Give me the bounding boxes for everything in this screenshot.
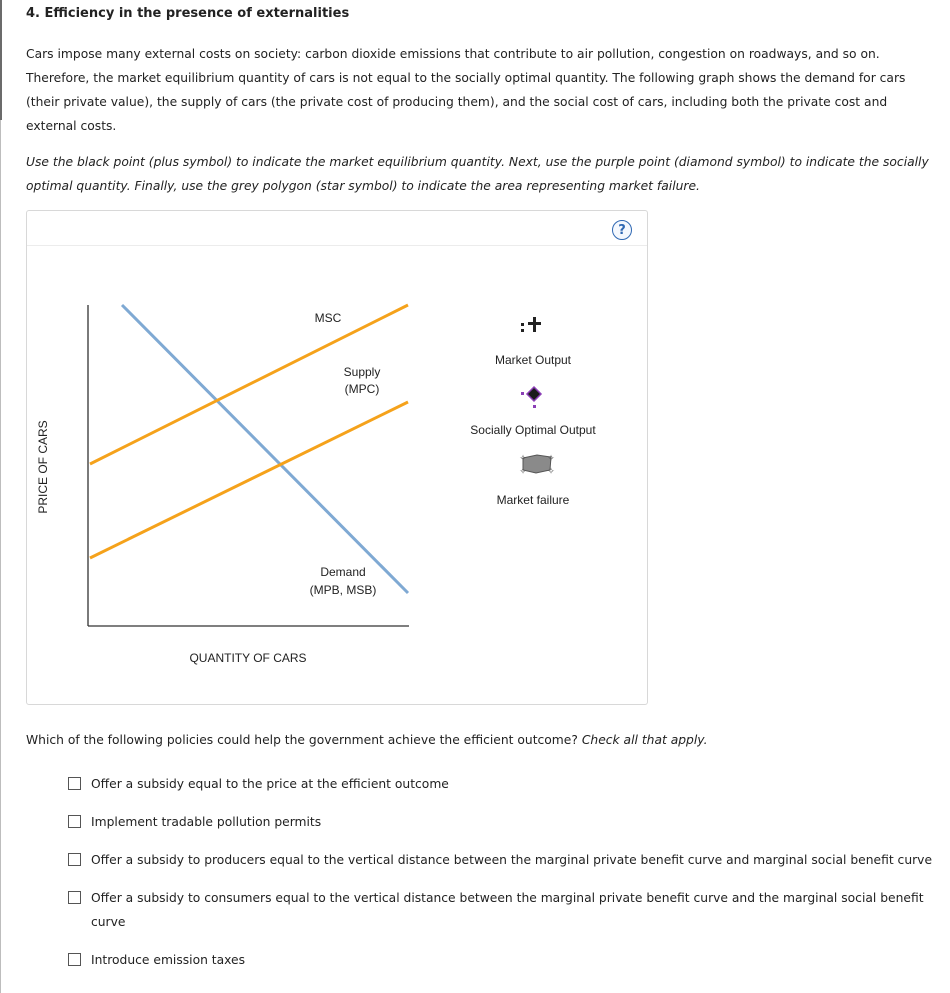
checkbox[interactable] [68, 891, 81, 904]
help-button[interactable]: ? [612, 220, 632, 240]
policy-option-label[interactable]: Offer a subsidy equal to the price at the efficient outcome [91, 777, 449, 791]
policy-prompt-emphasis: Check all that apply. [581, 733, 708, 747]
policy-option[interactable] [68, 886, 928, 934]
svg-text:✧: ✧ [519, 454, 527, 464]
question-intro: Cars impose many external costs on society: carbon dioxide emissions that contribute to air pollution, congestion on roadways, and so on. Therefore, the market equilibrium quantity of cars is not equal to the socially optimal quantity. The following graph shows the demand for cars (their private value), the supply of cars (the private cost of producing them), and the social cost of cars, including both the private cost and external costs. [26, 47, 906, 133]
demand-label-mpb: (MPB, MSB) [309, 583, 377, 597]
question-instructions: Use the black point (plus symbol) to indicate the market equilibrium quantity. Next, use the purple point (diamond symbol) to indicate the socially optimal quantity. Finally, use the grey polygon (star symbol) to indicate the area representing market failure. [26, 155, 929, 193]
checkbox[interactable] [68, 953, 81, 966]
supply-label: Supply [343, 365, 381, 379]
supply-curve [90, 402, 408, 558]
policy-option-label[interactable]: Introduce emission taxes [91, 953, 246, 967]
graph-canvas[interactable] [27, 211, 647, 704]
checkbox[interactable] [68, 853, 81, 866]
purple-diamond-icon[interactable] [521, 387, 541, 408]
policy-option-label[interactable]: Offer a subsidy to consumers equal to the vertical distance between the marginal private benefit curve and the marginal social benefit curve [91, 891, 924, 929]
policy-option[interactable] [68, 772, 928, 796]
msc-label: MSC [314, 311, 342, 325]
y-axis-label: PRICE OF CARS [36, 420, 50, 514]
graph-panel [26, 210, 648, 705]
policy-question-prompt [26, 733, 708, 747]
policy-option[interactable] [68, 848, 938, 872]
question-left-border [0, 0, 2, 120]
svg-text:✧: ✧ [519, 467, 527, 477]
demand-label: Demand [320, 565, 366, 579]
policy-option-label[interactable]: Offer a subsidy to producers equal to the vertical distance between the marginal private benefit curve and marginal social benefit curve [91, 853, 933, 867]
x-axis-label: QUANTITY OF CARS [189, 651, 307, 665]
policy-option-label[interactable]: Implement tradable pollution permits [91, 815, 322, 829]
socially-optimal-label: Socially Optimal Output [470, 423, 596, 437]
grey-polygon-icon[interactable] [519, 454, 555, 477]
question-left-border-light [0, 120, 1, 993]
question-title: 4. Efficiency in the presence of externalities [26, 6, 350, 21]
demand-curve [122, 305, 408, 593]
market-output-label: Market Output [494, 353, 572, 367]
supply-label-mpc: (MPC) [344, 382, 380, 396]
black-plus-icon[interactable] [521, 317, 541, 332]
policy-option[interactable] [68, 948, 928, 972]
market-failure-label: Market failure [496, 493, 570, 507]
svg-text:✧: ✧ [547, 454, 555, 464]
checkbox[interactable] [68, 777, 81, 790]
svg-text:✧: ✧ [547, 467, 555, 477]
policy-prompt-text: Which of the following policies could help the government achieve the efficient outcome? [26, 733, 578, 747]
checkbox[interactable] [68, 815, 81, 828]
policy-option[interactable] [68, 810, 928, 834]
